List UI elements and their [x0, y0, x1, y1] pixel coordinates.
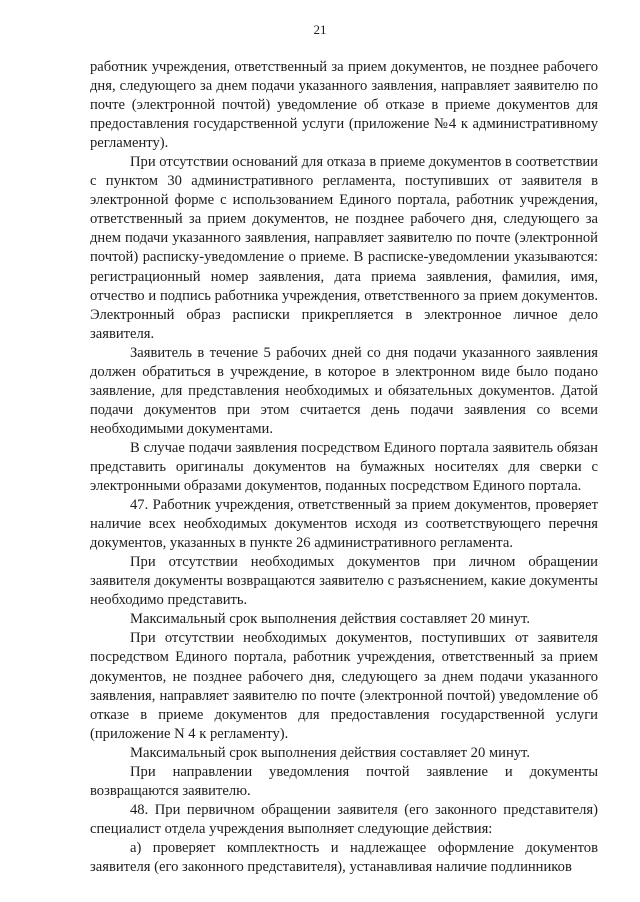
paragraph-originals-required: В случае подачи заявления посредством Единого портала заявитель обязан представить оригиналы документов на бумажных носителях для сверки с электронными образами документов, поданных посредством Единого портала. [90, 439, 598, 495]
paragraph-documents-returned: При отсутствии необходимых документов при личном обращении заявителя документы возвращаются заявителю с разъяснением, какие документы необходимо представить. [90, 554, 598, 609]
paragraph-max-time-1: Максимальный срок выполнения действия составляет 20 минут. [130, 611, 530, 628]
paragraph-item-47: 47. Работник учреждения, ответственный за прием документов, проверяет наличие всех необходимых документов исходя из соответствующего перечня документов, указанных в пункте 26 административного регламента. [90, 497, 598, 552]
paragraph-receipt-notification: При отсутствии оснований для отказа в приеме документов в соответствии с пунктом 30 административного регламента, поступивших от заявителя в электронной форме с использованием Единого портала, работник учреждения, ответственный за прием документов, не позднее рабочего дня, следующего за днем подачи указанного заявления, направляет заявителю по почте (электронной почтой) расписку-уведомление о приеме. В расписке-уведомлении указываются: регистрационный номер заявления, дата приема заявления, фамилия, имя, отчество и подпись работника учреждения, ответственного за прием документов. Электронный образ расписки прикрепляется в электронное личное дело заявителя. [90, 154, 598, 342]
paragraph-mail-return: При направлении уведомления почтой заявление и документы возвращаются заявителю. [90, 763, 598, 799]
paragraph-max-time-2: Максимальный срок выполнения действия составляет 20 минут. [130, 744, 530, 761]
paragraph-applicant-deadline: Заявитель в течение 5 рабочих дней со дня подачи указанного заявления должен обратиться в учреждение, в которое в электронном виде было подано заявление, для представления необходимых и обязательных документов. Датой подачи документов при этом считается день подачи заявления со всеми необходимыми документами. [90, 344, 598, 437]
page-number: 21 [313, 22, 327, 37]
paragraph-continuation: работник учреждения, ответственный за прием документов, не позднее рабочего дня, следующего за днем подачи указанного заявления, направляет заявителю по почте (электронной почтой) уведомление об отказе в приеме документов для предоставления государственной услуги (приложение №4 к административному регламенту). [90, 59, 598, 152]
paragraph-item-48: 48. При первичном обращении заявителя (его законного представителя) специалист отдела учреждения выполняет следующие действия: [90, 801, 598, 837]
paragraph-portal-missing-documents: При отсутствии необходимых документов, поступивших от заявителя посредством Единого портала, работник учреждения, ответственный за прием документов, не позднее рабочего дня, следующего за днем подачи указанного заявления, направляет заявителю по почте (электронной почтой) уведомление об отказе в приеме документов для предоставления государственной услуги (приложение N 4 к регламенту). [90, 630, 598, 742]
paragraph-item-48-a: а) проверяет комплектность и надлежащее оформление документов заявителя (его законного представителя), устанавливая наличие подлинников [90, 839, 598, 875]
document-body [90, 58, 598, 877]
